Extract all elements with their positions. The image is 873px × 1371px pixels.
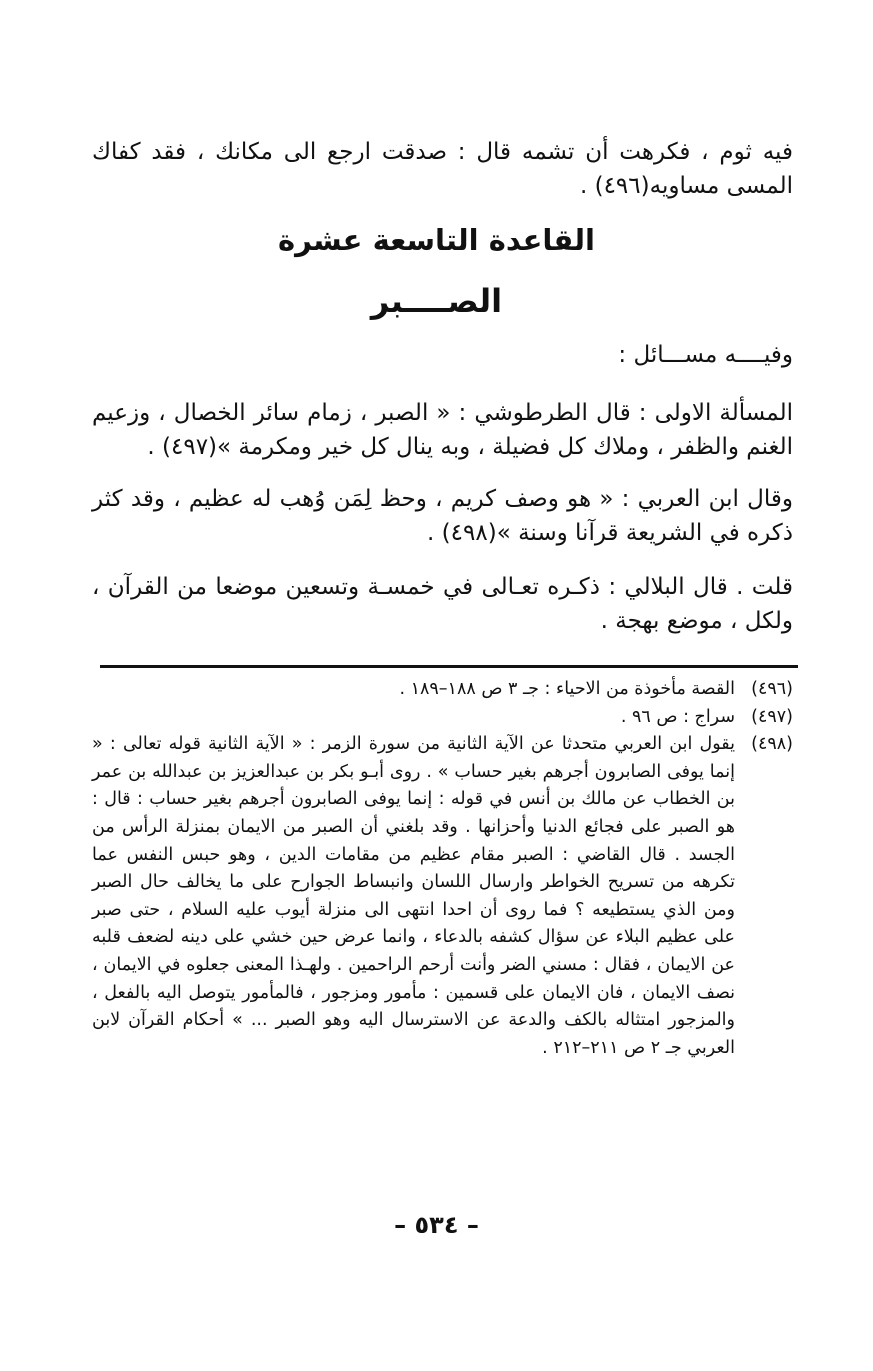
footnote-number: (٤٩٨): [751, 734, 793, 755]
footnote-number: (٤٩٧): [751, 706, 793, 727]
footnote-text: يقول ابن العربي متحدثا عن الآية الثانية من سورة الزمر : « الآية الثانية قوله تعالى : « إنما يوفى الصابرون أجرهم بغير حساب » . روى أبـو بكر بن عبدالعزيز بن عبدالله بن عمر بن الخطاب عن مالك بن أنس في قوله : إنما يوفى الصابرون أجرهم بغير حساب : قال : هو الصبر على فجائع الدنيا وأحزانها . وقد بلغني أن الصبر من الايمان بمنزلة الرأس من الجسد . قال القاضي : الصبر مقام عظيم من مقامات الدين ، وهو حبس النفس عما تكرهه من تسريح الخواطر وارسال اللسان وانبساط الجوارح على ما يخالف حال الصبر ومن الذي يستطيعه ؟ فما روى أن احدا انتهى الى منزلة أيوب عليه السلام ، حتى صبر على عظيم البلاء عن سؤال كشفه بالدعاء ، وانما عرض حين خشي على دينه لضعف قلبه عن الايمان ، فقال : مسني الضر وأنت أرحم الراحمين . ولهـذا المعنى جعلوه في الايمان ، نصف الايمان ، فان الايمان على قسمين : مأمور ومزجور ، فالمأمور يتوصل اليه بالفعل ، والمزجور امتثاله بالكف والدعة عن الاسترسال اليه وهو الصبر ... » أحكام القرآن لابن العربي جـ ٢ ص ٢١١–٢١٢ .: [92, 734, 735, 1058]
footnote: [92, 676, 793, 704]
body-paragraph: وقال ابن العربي : « هو وصف كريم ، وحظ لِمَن وُهب له عظيم ، وقد كثر ذكره في الشريعة قرآنا وسنة »(٤٩٨) .: [92, 486, 793, 546]
footnote-separator: [100, 665, 798, 668]
body-paragraph: المسألة الاولى : قال الطرطوشي : « الصبر ، زمام سائر الخصال ، وزعيم الغنم والظفر ، وملاك كل فضيلة ، وبه ينال كل خير ومكرمة »(٤٩٧) .: [92, 400, 793, 460]
chapter-title: القاعدة التاسعة عشرة: [278, 223, 595, 257]
footnote-text: القصة مأخوذة من الاحياء : جـ ٣ ص ١٨٨–١٨٩ .: [399, 679, 735, 699]
footnotes: [92, 676, 793, 1062]
page-number: – ٥٣٤ –: [394, 1211, 479, 1239]
footnote: [92, 731, 793, 1062]
chapter-subtitle: الصــــبر: [370, 282, 503, 320]
body-paragraph: قلت . قال البلالي : ذكـره تعـالى في خمسـة وتسعين موضعا من القرآن ، ولكل ، موضع بهجة .: [92, 574, 793, 634]
issues-label: وفيــــه مســـائل :: [618, 342, 793, 368]
footnote: [92, 704, 793, 732]
footnote-number: (٤٩٦): [751, 679, 793, 699]
intro-paragraph: فيه ثوم ، فكرهت أن تشمه قال : صدقت ارجع الى مكانك ، فقد كفاك المسى مساويه(٤٩٦) .: [92, 139, 793, 199]
footnote-text: سراج : ص ٩٦ .: [620, 706, 735, 727]
